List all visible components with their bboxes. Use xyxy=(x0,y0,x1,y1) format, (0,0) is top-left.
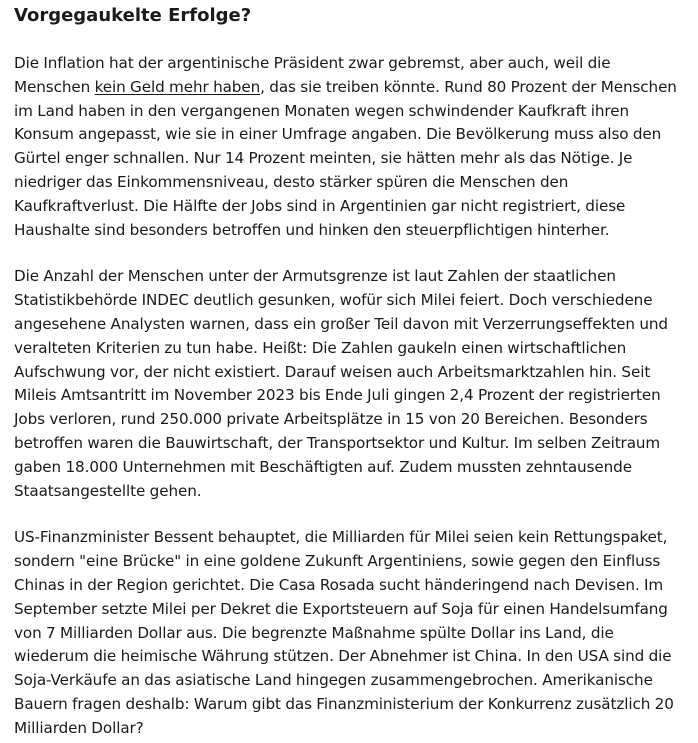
kein-geld-link[interactable]: kein Geld mehr haben xyxy=(94,77,261,96)
section-heading: Vorgegaukelte Erfolge? xyxy=(14,5,252,26)
paragraph-1-text-after-link: , das sie treiben könnte. Rund 80 Prozent der Menschen im Land haben in den vergangenen Monaten wegen schwindender Kaufkraft ihren Konsum angepasst, wie sie in einer Umfrage angaben. Die Bevölkerung muss also den Gürtel enger schnallen. Nur 14 Prozent meinten, sie hätten mehr als das Nötige. Je niedriger das Einkommensniveau, desto stärker spüren die Menschen den Kaufkraftverlust. Die Hälfte der Jobs sind in Argentinien gar nicht registriert, diese Haushalte sind besonders betroffen und hinken den steuerpflichtigen hinterher. xyxy=(14,77,677,239)
paragraph-1 xyxy=(14,52,684,242)
paragraph-2: Die Anzahl der Menschen unter der Armutsgrenze ist laut Zahlen der staatlichen Statistikbehörde INDEC deutlich gesunken, wofür sich Milei feiert. Doch verschiedene angesehene Analysten warnen, dass ein großer Teil davon mit Verzerrungseffekten und veralteten Kriterien zu tun habe. Heißt: Die Zahlen gaukeln einen wirtschaftlichen Aufschwung vor, der nicht existiert. Darauf weisen auch Arbeitsmarktzahlen hin. Seit Mileis Amtsantritt im November 2023 bis Ende Juli gingen 2,4 Prozent der registrierten Jobs verloren, rund 250.000 private Arbeitsplätze in 15 von 20 Bereichen. Besonders betroffen waren die Bauwirtschaft, der Transportsektor und Kultur. Im selben Zeitraum gaben 18.000 Unternehmen mit Beschäftigten auf. Zudem mussten zehntausende Staatsangestellte gehen. xyxy=(14,267,668,500)
paragraph-1-text-before-link: Die Inflation hat der argentinische Präsident zwar gebremst, aber auch, weil die Menschen xyxy=(14,54,611,96)
paragraph-3: US-Finanzminister Bessent behauptet, die Milliarden für Milei seien kein Rettungspaket, sondern "eine Brücke" in eine goldene Zukunft Argentiniens, sowie gegen den Einfluss Chinas in der Region gerichtet. Die Casa Rosada sucht händeringend nach Devisen. Im September setzte Milei per Dekret die Exportsteuern auf Soja für einen Handelsumfang von 7 Milliarden Dollar aus. Die begrenzte Maßnahme spülte Dollar ins Land, die wiederum die heimische Währung stützen. Der Abnehmer ist China. In den USA sind die Soja-Verkäufe an das asiatische Land hingegen zusammengebrochen. Amerikanische Bauern fragen deshalb: Warum gibt das Finanzministerium der Konkurrenz zusätzlich 20 Milliarden Dollar? xyxy=(14,528,674,737)
